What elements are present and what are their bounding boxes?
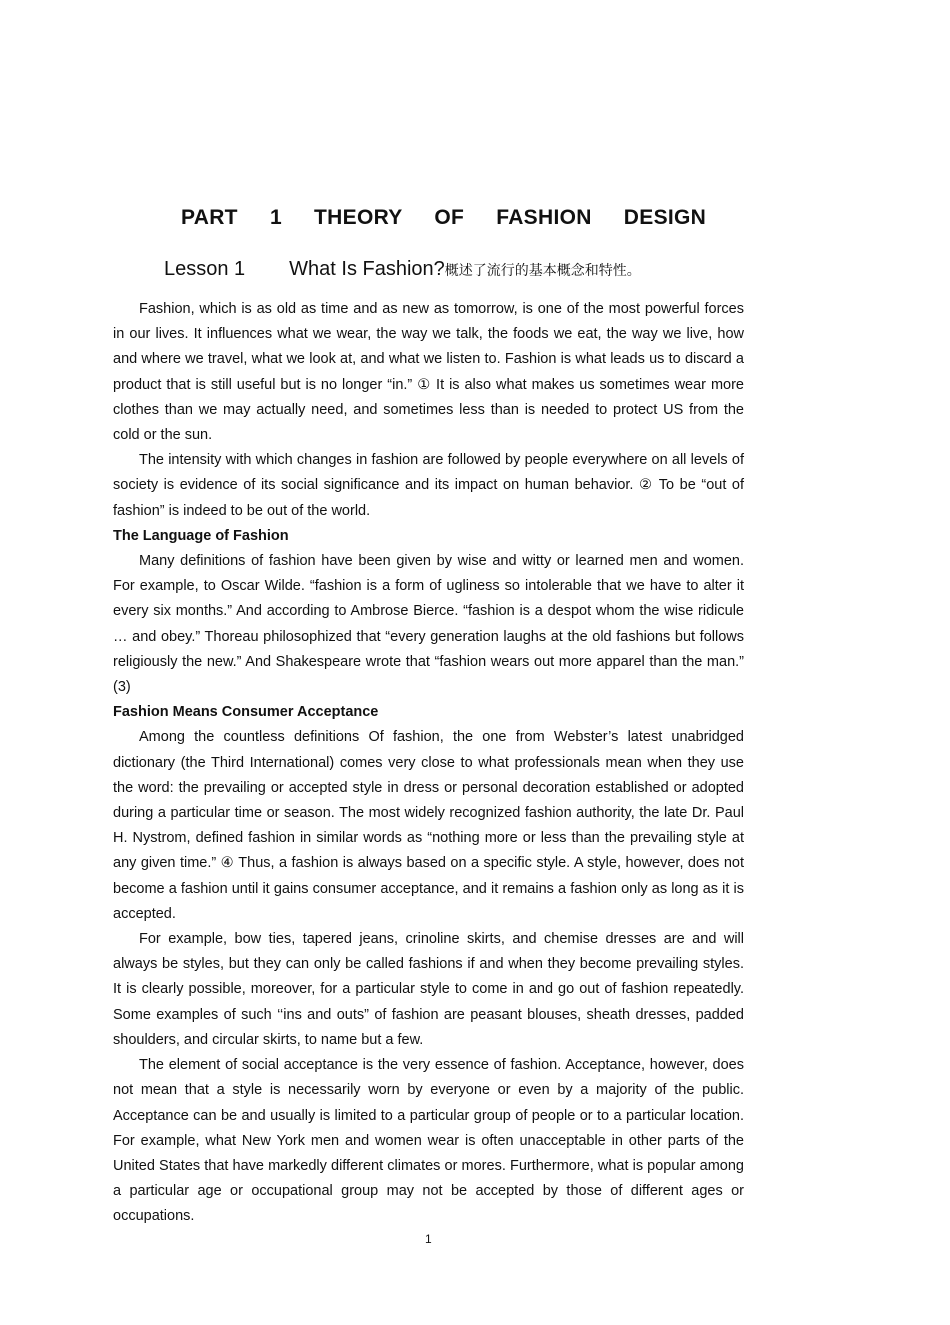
part-title: PART 1 THEORY OF FASHION DESIGN: [181, 206, 707, 229]
paragraph-intro: Fashion, which is as old as time and as new as tomorrow, is one of the most powerful forces in our lives. It influences what we wear, the way we talk, the foods we eat, the way we live, how and where we travel, what we look at, and what we listen to. Fashion is what leads us to discard a product that is still useful but is no longer “in.” ① It is also what makes us sometimes wear more clothes than we may actually need, and sometimes less than is needed to protect US from the cold or the sun.: [113, 301, 744, 444]
page-number: 1: [425, 1232, 432, 1246]
lesson-subtitle-zh: 概述了流行的基本概念和特性。: [444, 263, 641, 279]
lesson-heading: [164, 258, 641, 281]
lesson-title: What Is Fashion?: [289, 258, 445, 280]
paragraph-social-acceptance: The element of social acceptance is the very essence of fashion. Acceptance, however, does not mean that a style is necessarily worn by everyone or even by a majority of the public. Acceptance can be and usually is limited to a particular group of people or to a particular location. For example, what New York men and women wear is often unacceptable in other parts of the United States that have markedly different climates or mores. Furthermore, what is popular among a particular age or occupational group may not be accepted by those of different ages or occupations.: [113, 1057, 744, 1225]
section-heading-language: The Language of Fashion: [113, 527, 289, 544]
lesson-number: Lesson 1: [164, 258, 246, 280]
paragraph-intensity: The intensity with which changes in fashion are followed by people everywhere on all levels of society is evidence of its social significance and its impact on human behavior. ② To be “out of fashion” is indeed to be out of the world.: [113, 452, 744, 519]
section-heading-acceptance: Fashion Means Consumer Acceptance: [113, 704, 379, 721]
paragraph-webster: Among the countless definitions Of fashion, the one from Webster’s latest unabridged dictionary (the Third International) comes very close to what professionals mean when they use the word: the prevailing or accepted style in dress or personal decoration established or adopted during a particular time or season. The most widely recognized fashion authority, the late Dr. Paul H. Nystrom, defined fashion in similar words as “nothing more or less than the prevailing style at any given time.” ④ Thus, a fashion is always based on a specific style. A style, however, does not become a fashion until it gains consumer acceptance, and it remains a fashion only as long as it is accepted.: [113, 729, 744, 922]
document-body: [113, 297, 744, 1230]
paragraph-examples: For example, bow ties, tapered jeans, crinoline skirts, and chemise dresses are and will always be styles, but they can only be called fashions if and when they become prevailing styles. It is clearly possible, moreover, for a particular style to come in and go out of fashion repeatedly. Some examples of such ‘‘ins and outs” of fashion are peasant blouses, sheath dresses, padded shoulders, and circular skirts, to name but a few.: [113, 931, 744, 1048]
paragraph-definitions: Many definitions of fashion have been given by wise and witty or learned men and women. For example, to Oscar Wilde. “fashion is a form of ugliness so intolerable that we have to alter it every six months.” And according to Ambrose Bierce. “fashion is a despot whom the wise ridicule … and obey.” Thoreau philosophized that “every generation laughs at the old fashions but follows religiously the new.” And Shakespeare wrote that “fashion wears out more apparel than the man.” (3): [113, 553, 744, 696]
